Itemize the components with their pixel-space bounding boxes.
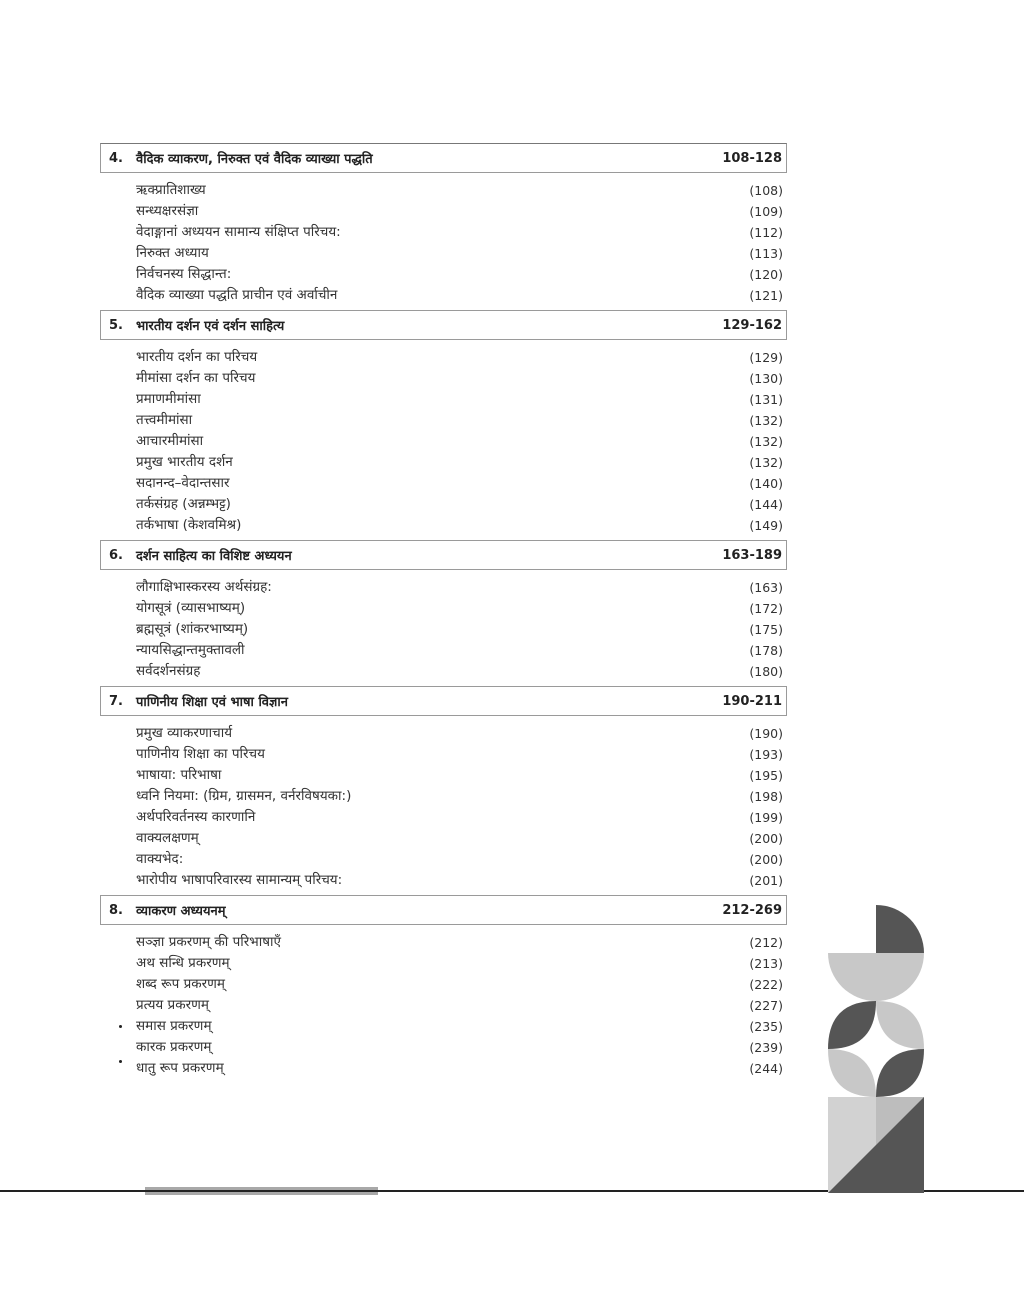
topic-title: सर्वदर्शनसंग्रह <box>136 663 201 679</box>
list-item <box>136 619 783 640</box>
list-item <box>136 932 783 953</box>
topic-page: (113) <box>749 246 783 261</box>
chapter-header <box>100 143 787 173</box>
deco-dark-leaf <box>876 1049 924 1097</box>
chapter-section <box>100 895 787 1083</box>
topic-title: वैदिक व्याख्या पद्धति प्राचीन एवं अर्वाचीन <box>136 287 338 303</box>
topic-page: (199) <box>749 810 783 825</box>
list-item <box>136 640 783 661</box>
topic-title: भारोपीय भाषापरिवारस्य सामान्यम् परिचय: <box>136 872 343 888</box>
list-item <box>136 180 783 201</box>
topic-title: भाषाया: परिभाषा <box>136 767 222 783</box>
list-item <box>136 577 783 598</box>
topic-page: (175) <box>749 622 783 637</box>
topic-title: वेदाङ्गानां अध्ययन सामान्य संक्षिप्त परिचय: <box>136 224 341 240</box>
topic-page: (227) <box>749 998 783 1013</box>
chapter-number: 5. <box>109 317 123 333</box>
topic-title: भारतीय दर्शन का परिचय <box>136 349 258 365</box>
list-item <box>136 995 783 1016</box>
chapter-header <box>100 540 787 570</box>
topic-page: (213) <box>749 956 783 971</box>
chapter-header <box>100 310 787 340</box>
list-item <box>136 515 783 536</box>
topic-title: तत्त्वमीमांसा <box>136 412 193 428</box>
topic-page: (190) <box>749 726 783 741</box>
list-item <box>136 807 783 828</box>
deco-light-leaf <box>876 1001 924 1049</box>
chapter-section <box>100 540 787 686</box>
topic-title: आचारमीमांसा <box>136 433 204 449</box>
topic-page: (132) <box>749 434 783 449</box>
list-item <box>136 264 783 285</box>
topic-page: (140) <box>749 476 783 491</box>
topic-title: समास प्रकरणम् <box>136 1018 212 1034</box>
topic-title: निरुक्त अध्याय <box>136 245 209 261</box>
topic-title: ऋक्प्रातिशाख्य <box>136 182 206 198</box>
chapter-title: भारतीय दर्शन एवं दर्शन साहित्य <box>136 319 285 334</box>
list-item <box>136 953 783 974</box>
list-item <box>136 1016 783 1037</box>
topic-title: सन्ध्यक्षरसंज्ञा <box>136 203 199 219</box>
topic-page: (108) <box>749 183 783 198</box>
chapter-title: पाणिनीय शिक्षा एवं भाषा विज्ञान <box>136 695 288 710</box>
topic-title: प्रमुख भारतीय दर्शन <box>136 454 233 470</box>
chapter-page-range: 190-211 <box>722 693 782 709</box>
deco-light-quarter <box>828 953 876 1001</box>
topic-page: (129) <box>749 350 783 365</box>
chapter-number: 6. <box>109 547 123 563</box>
chapter-section <box>100 143 787 310</box>
list-item <box>136 431 783 452</box>
chapter-title: वैदिक व्याकरण, निरुक्त एवं वैदिक व्याख्या पद्धति <box>136 152 373 167</box>
topic-title: अथ सन्धि प्रकरणम् <box>136 955 230 971</box>
topic-title: कारक प्रकरणम् <box>136 1039 212 1055</box>
list-item <box>136 452 783 473</box>
topic-title: धातु रूप प्रकरणम् <box>136 1060 224 1076</box>
list-item <box>136 849 783 870</box>
topic-page: (201) <box>749 873 783 888</box>
list-item <box>136 765 783 786</box>
topic-title: न्यायसिद्धान्तमुक्तावली <box>136 642 245 658</box>
chapter-title: व्याकरण अध्ययनम् <box>136 904 226 919</box>
topic-page: (172) <box>749 601 783 616</box>
topic-page: (193) <box>749 747 783 762</box>
chapter-section <box>100 686 787 895</box>
list-item <box>136 473 783 494</box>
list-item <box>136 389 783 410</box>
topic-page: (180) <box>749 664 783 679</box>
deco-dark-leaf <box>828 1001 876 1049</box>
topic-page: (200) <box>749 831 783 846</box>
chapter-header <box>100 895 787 925</box>
deco-light-quarter <box>876 953 924 1001</box>
list-item <box>136 410 783 431</box>
chapter-number: 8. <box>109 902 123 918</box>
topic-title: तर्कभाषा (केशवमिश्र) <box>136 517 242 533</box>
table-of-contents <box>100 143 787 1083</box>
topic-title: तर्कसंग्रह (अन्नम्भट्ट) <box>136 496 231 512</box>
list-item <box>136 870 783 891</box>
topic-list <box>100 340 787 540</box>
chapter-number: 7. <box>109 693 123 709</box>
topic-title: शब्द रूप प्रकरणम् <box>136 976 225 992</box>
topic-page: (109) <box>749 204 783 219</box>
list-item <box>136 1037 783 1058</box>
topic-title: सदानन्द–वेदान्तसार <box>136 475 230 491</box>
topic-list <box>100 925 787 1083</box>
topic-title: प्रमुख व्याकरणाचार्य <box>136 725 233 741</box>
list-item <box>136 744 783 765</box>
topic-page: (212) <box>749 935 783 950</box>
list-item <box>136 723 783 744</box>
topic-page: (132) <box>749 455 783 470</box>
topic-page: (131) <box>749 392 783 407</box>
topic-page: (163) <box>749 580 783 595</box>
topic-title: योगसूत्रं (व्यासभाष्यम्) <box>136 600 246 616</box>
topic-title: प्रमाणमीमांसा <box>136 391 201 407</box>
topic-page: (195) <box>749 768 783 783</box>
topic-title: सञ्ज्ञा प्रकरणम् की परिभाषाएँ <box>136 934 282 950</box>
chapter-title: दर्शन साहित्य का विशिष्ट अध्ययन <box>136 549 292 564</box>
topic-list <box>100 570 787 686</box>
bullet-dot <box>119 1025 122 1028</box>
topic-page: (130) <box>749 371 783 386</box>
topic-page: (244) <box>749 1061 783 1076</box>
list-item <box>136 598 783 619</box>
list-item <box>136 201 783 222</box>
chapter-section <box>100 310 787 540</box>
topic-page: (198) <box>749 789 783 804</box>
topic-page: (149) <box>749 518 783 533</box>
topic-title: अर्थपरिवर्तनस्य कारणानि <box>136 809 256 825</box>
deco-light-leaf <box>828 1049 876 1097</box>
topic-list <box>100 173 787 310</box>
list-item <box>136 661 783 682</box>
bullet-dot <box>119 1060 122 1063</box>
topic-page: (200) <box>749 852 783 867</box>
list-item <box>136 368 783 389</box>
topic-title: मीमांसा दर्शन का परिचय <box>136 370 256 386</box>
list-item <box>136 828 783 849</box>
list-item <box>136 1058 783 1079</box>
topic-page: (120) <box>749 267 783 282</box>
topic-page: (235) <box>749 1019 783 1034</box>
list-item <box>136 494 783 515</box>
topic-page: (112) <box>749 225 783 240</box>
topic-page: (222) <box>749 977 783 992</box>
topic-title: लौगाक्षिभास्करस्य अर्थसंग्रह: <box>136 579 272 595</box>
topic-title: ब्रह्मसूत्रं (शांकरभाष्यम्) <box>136 621 249 637</box>
topic-list <box>100 716 787 895</box>
deco-dark-quarter <box>876 905 924 953</box>
chapter-page-range: 108-128 <box>722 150 782 166</box>
chapter-header <box>100 686 787 716</box>
topic-page: (178) <box>749 643 783 658</box>
topic-title: वाक्यलक्षणम् <box>136 830 199 846</box>
topic-page: (121) <box>749 288 783 303</box>
chapter-page-range: 163-189 <box>722 547 782 563</box>
chapter-number: 4. <box>109 150 123 166</box>
decorative-geometric-graphic <box>828 905 924 1193</box>
list-item <box>136 974 783 995</box>
topic-title: ध्वनि नियमा: (ग्रिम, ग्रासमन, वर्नरविषयका:) <box>136 788 352 804</box>
topic-title: पाणिनीय शिक्षा का परिचय <box>136 746 265 762</box>
chapter-page-range: 212-269 <box>722 902 782 918</box>
list-item <box>136 243 783 264</box>
topic-page: (144) <box>749 497 783 512</box>
list-item <box>136 285 783 306</box>
chapter-page-range: 129-162 <box>722 317 782 333</box>
topic-title: प्रत्यय प्रकरणम् <box>136 997 209 1013</box>
topic-title: वाक्यभेद: <box>136 851 184 867</box>
list-item <box>136 222 783 243</box>
topic-page: (239) <box>749 1040 783 1055</box>
list-item <box>136 347 783 368</box>
list-item <box>136 786 783 807</box>
topic-title: निर्वचनस्य सिद्धान्त: <box>136 266 232 282</box>
topic-page: (132) <box>749 413 783 428</box>
